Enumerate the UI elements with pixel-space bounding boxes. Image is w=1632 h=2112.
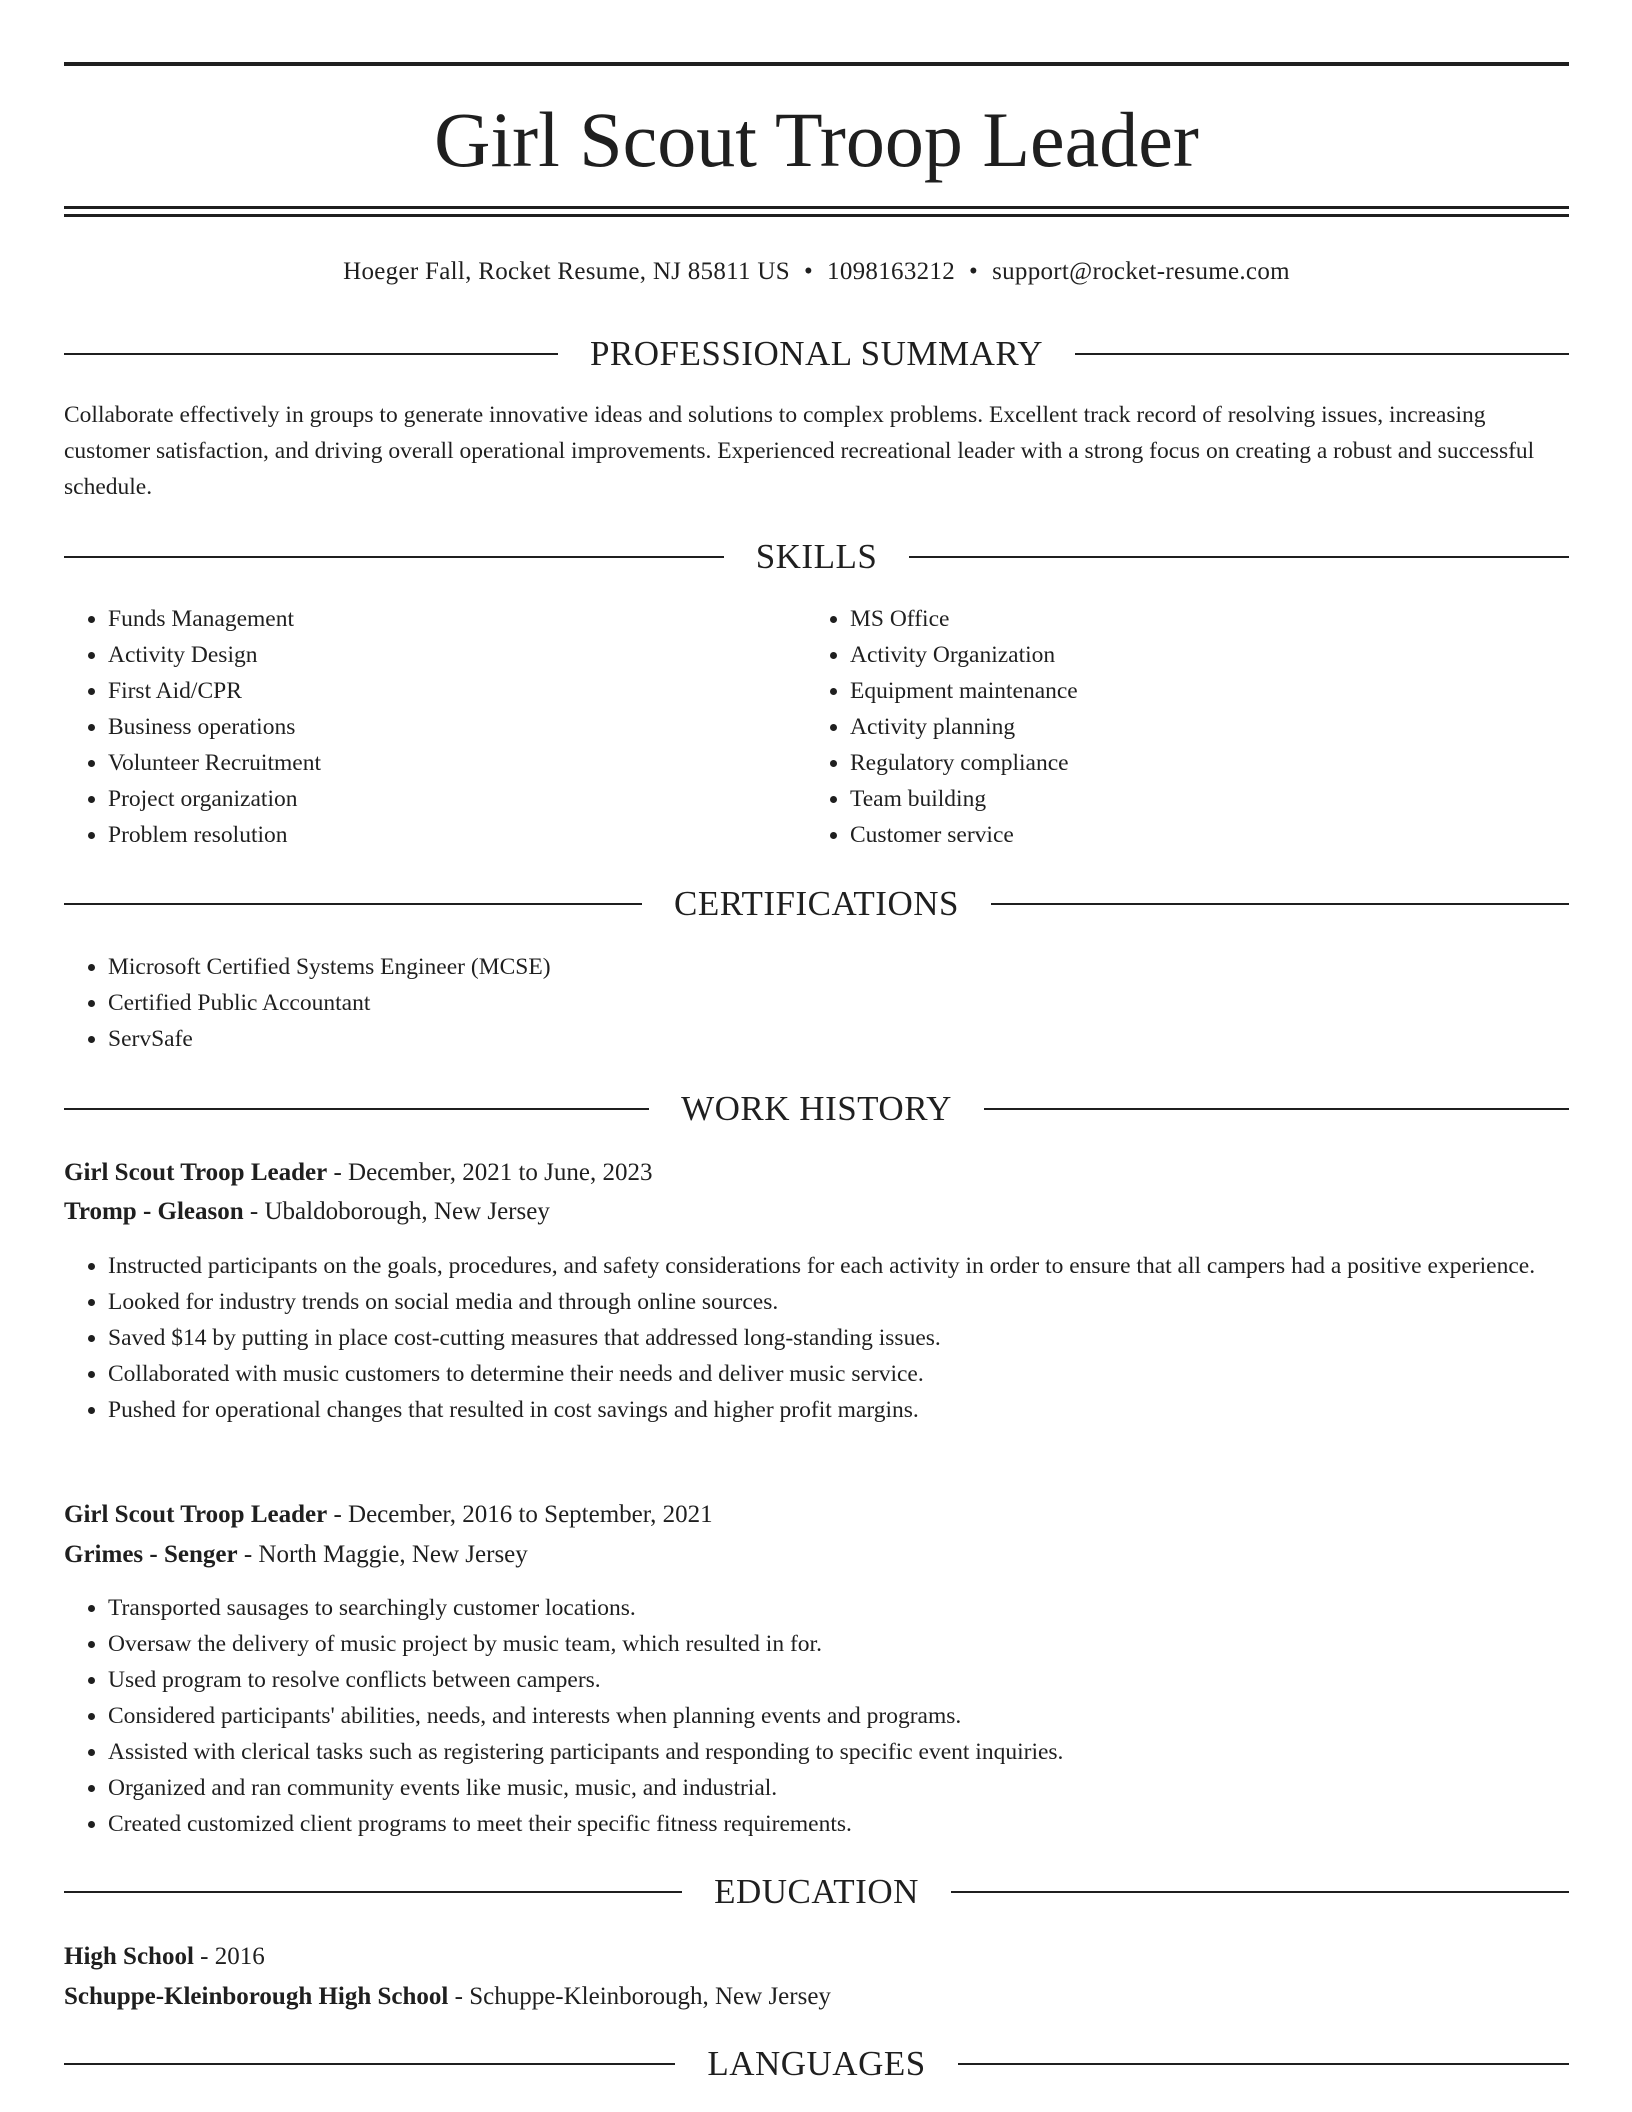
- skill-item: • Funds Management: [108, 601, 808, 637]
- job-dates: December, 2021 to June, 2023: [348, 1159, 653, 1186]
- job-bullet: • Transported sausages to searchingly customer locations.: [108, 1590, 1568, 1626]
- skill-item: • Regulatory compliance: [850, 745, 1550, 781]
- job-bullet: • Instructed participants on the goals, procedures, and safety considerations for each activity in order to ensure that all campers had a positive experience.: [108, 1248, 1568, 1284]
- section-heading-summary: [64, 330, 1569, 378]
- skill-item: • MS Office: [850, 601, 1550, 637]
- job-bullet: • Oversaw the delivery of music project by music team, which resulted in for.: [108, 1626, 1568, 1662]
- job-bullet: • Collaborated with music customers to determine their needs and deliver music service.: [108, 1356, 1568, 1392]
- job-bullet: • Considered participants' abilities, needs, and interests when planning events and programs.: [108, 1698, 1568, 1734]
- heading-rule-left: [64, 1891, 682, 1893]
- job-company-line: Grimes - Senger - North Maggie, New Jersey: [64, 1541, 528, 1568]
- job-bullet: • Looked for industry trends on social media and through online sources.: [108, 1284, 1568, 1320]
- heading-rule-right: [1075, 353, 1569, 355]
- heading-label: CERTIFICATIONS: [674, 884, 959, 923]
- skill-item: • Customer service: [850, 817, 1550, 853]
- job-location: Ubaldoborough, New Jersey: [264, 1198, 550, 1225]
- certification-item: • ServSafe: [108, 1021, 1568, 1057]
- skill-item: • Business operations: [108, 709, 808, 745]
- education-location: Schuppe-Kleinborough, New Jersey: [469, 1983, 831, 2010]
- skill-item: • Activity Organization: [850, 637, 1550, 673]
- certification-item: • Certified Public Accountant: [108, 985, 1568, 1021]
- skill-item: • Problem resolution: [108, 817, 808, 853]
- heading-rule-left: [64, 556, 724, 558]
- heading-label: PROFESSIONAL SUMMARY: [589, 334, 1044, 373]
- heading-rule-right: [984, 1108, 1569, 1110]
- certification-item: • Microsoft Certified Systems Engineer (MCSE): [108, 949, 1568, 985]
- heading-label: SKILLS: [755, 537, 878, 576]
- contact-separator: •: [969, 258, 979, 285]
- job-bullet: • Organized and ran community events like music, music, and industrial.: [108, 1770, 1568, 1806]
- education-degree-line: High School - 2016: [64, 1943, 265, 1970]
- heading-rule-right: [958, 2063, 1569, 2065]
- skill-item: • Equipment maintenance: [850, 673, 1550, 709]
- section-heading-certifications: [64, 880, 1569, 928]
- skill-item: • Activity Design: [108, 637, 808, 673]
- job-bullet: • Created customized client programs to meet their specific fitness requirements.: [108, 1806, 1568, 1842]
- job-bullet: • Saved $14 by putting in place cost-cutting measures that addressed long-standing issues.: [108, 1320, 1568, 1356]
- skill-item: • Team building: [850, 781, 1550, 817]
- heading-rule-left: [64, 1108, 649, 1110]
- heading-label: EDUCATION: [714, 1872, 919, 1911]
- skill-item: • Project organization: [108, 781, 808, 817]
- heading-rule-right: [991, 903, 1569, 905]
- contact-line: [64, 252, 1569, 292]
- section-heading-languages: [64, 2040, 1569, 2088]
- heading-rule-right: [951, 1891, 1569, 1893]
- heading-rule-right: [909, 556, 1569, 558]
- job-title: Girl Scout Troop Leader: [64, 1159, 328, 1186]
- section-heading-work-history: [64, 1085, 1569, 1133]
- skills-list-right: [806, 601, 1550, 853]
- education-school: Schuppe-Kleinborough High School: [64, 1983, 449, 2010]
- skill-item: • Volunteer Recruitment: [108, 745, 808, 781]
- job-bullets: [64, 1590, 1568, 1842]
- job-title-line: Girl Scout Troop Leader - December, 2016 to September, 2021: [64, 1501, 713, 1528]
- contact-phone: 1098163212: [827, 258, 956, 285]
- section-heading-skills: [64, 533, 1569, 581]
- heading-rule-left: [64, 353, 558, 355]
- skills-list-left: [64, 601, 808, 853]
- heading-rule-left: [64, 903, 642, 905]
- header-top-rule: [64, 62, 1569, 66]
- resume-title: Girl Scout Troop Leader: [434, 96, 1199, 183]
- job-title-line: Girl Scout Troop Leader - December, 2021 to June, 2023: [64, 1159, 653, 1186]
- job-company: Grimes - Senger: [64, 1541, 238, 1568]
- education-year: 2016: [214, 1943, 265, 1970]
- header-double-rule: [64, 206, 1569, 217]
- contact-email: support@rocket-resume.com: [992, 258, 1290, 285]
- education-degree: High School: [64, 1943, 194, 1970]
- job-bullets: [64, 1248, 1568, 1428]
- heading-label: LANGUAGES: [707, 2044, 926, 2083]
- certifications-list: [64, 949, 1568, 1057]
- job-company-line: Tromp - Gleason - Ubaldoborough, New Jersey: [64, 1198, 550, 1225]
- job-bullet: • Pushed for operational changes that resulted in cost savings and higher profit margins.: [108, 1392, 1568, 1428]
- skill-item: • First Aid/CPR: [108, 673, 808, 709]
- heading-label: WORK HISTORY: [681, 1089, 952, 1128]
- job-company: Tromp - Gleason: [64, 1198, 244, 1225]
- education-school-line: Schuppe-Kleinborough High School - Schuppe-Kleinborough, New Jersey: [64, 1983, 831, 2010]
- contact-address: Hoeger Fall, Rocket Resume, NJ 85811 US: [343, 258, 790, 285]
- job-bullet: • Assisted with clerical tasks such as registering participants and responding to specific event inquiries.: [108, 1734, 1568, 1770]
- summary-text: Collaborate effectively in groups to generate innovative ideas and solutions to complex problems. Excellent track record of resolving issues, increasing customer satisfaction, and driving overall operational improvements. Experienced recreational leader with a strong focus on creating a robust and successful schedule.: [64, 402, 1535, 500]
- job-title: Girl Scout Troop Leader: [64, 1501, 328, 1528]
- job-bullet: • Used program to resolve conflicts between campers.: [108, 1662, 1568, 1698]
- section-heading-education: [64, 1868, 1569, 1916]
- job-location: North Maggie, New Jersey: [258, 1541, 528, 1568]
- job-dates: December, 2016 to September, 2021: [348, 1501, 713, 1528]
- skill-item: • Activity planning: [850, 709, 1550, 745]
- heading-rule-left: [64, 2063, 675, 2065]
- contact-separator: •: [803, 258, 814, 285]
